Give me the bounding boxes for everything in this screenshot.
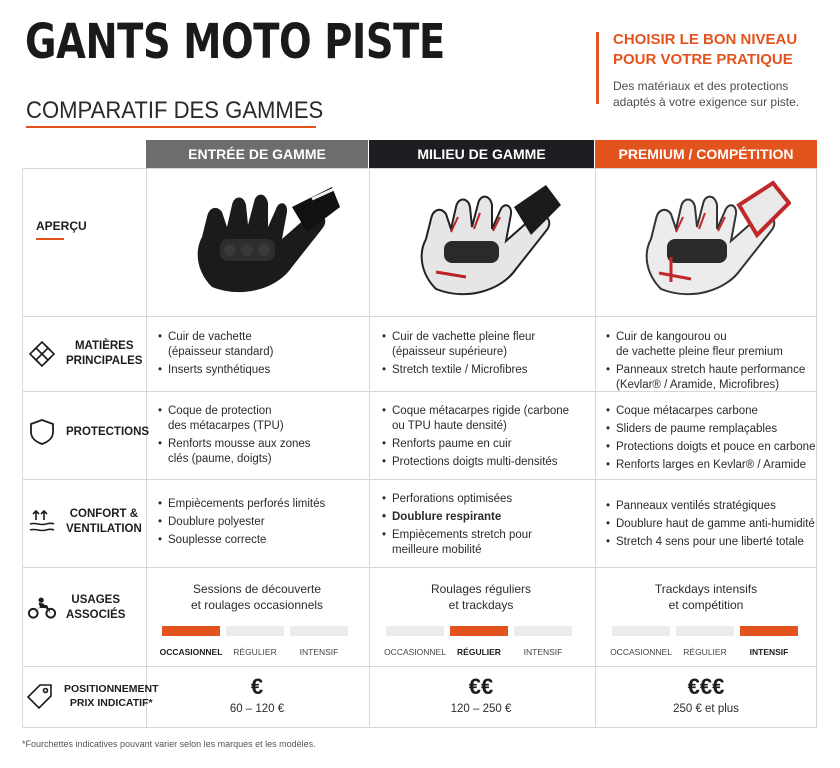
list-item: • Protections doigts multi-densités	[382, 455, 590, 470]
cell-matieres-mid	[382, 330, 590, 381]
label-line-1: USAGES	[71, 594, 120, 606]
row-divider	[22, 666, 817, 667]
usage-line-1: Sessions de découverte	[192, 582, 322, 596]
usage-bar-intensive	[740, 626, 798, 636]
usage-text-premium	[595, 581, 817, 613]
usage-label-occasional: OCCASIONNEL	[159, 647, 223, 657]
list-item: • Souplesse correcte	[158, 533, 363, 548]
label-line-1: MATIÈRES	[74, 340, 134, 352]
side-heading-line-2: POUR VOTRE PRATIQUE	[613, 51, 793, 68]
cell-matieres-entry	[158, 330, 363, 381]
cell-confort-mid	[382, 492, 590, 561]
column-header-mid: MILIEU DE GAMME	[369, 140, 594, 168]
usage-label-occasional: OCCASIONNEL	[610, 647, 672, 657]
price-tag-icon	[26, 682, 54, 710]
row-label-usages	[28, 588, 144, 628]
label-line-1: POSITIONNEMENT	[64, 683, 159, 695]
usage-line-1: Trackdays intensifs	[654, 582, 758, 596]
list-item: • Panneaux ventilés stratégiques	[606, 499, 816, 514]
row-label-matieres	[28, 327, 144, 381]
row-label-text	[66, 507, 142, 537]
label-line-1: CONFORT &	[69, 508, 139, 520]
list-item: • Empiècements stretch pour meilleure mobilité	[382, 528, 590, 558]
list-item: • Doublure respirante	[382, 510, 590, 525]
glove-image-entry	[147, 172, 367, 312]
cell-protections-entry	[158, 404, 363, 470]
usage-line-2: et roulages occasionnels	[190, 598, 324, 612]
usage-bar-occasional	[162, 626, 220, 636]
list-item: • Renforts paume en cuir	[382, 437, 590, 452]
list-item: • Panneaux stretch haute performance (Kevlar® / Aramide, Microfibres)	[606, 363, 816, 393]
list-item: • Sliders de paume remplaçables	[606, 422, 816, 437]
cell-matieres-premium	[606, 330, 816, 396]
row-label-protections	[28, 412, 150, 452]
list-item: • Empiècements perforés limités	[158, 497, 363, 512]
list-item: • Coque métacarpes rigide (carbone ou TPU haute densité)	[382, 404, 590, 434]
list-item: • Perforations optimisées	[382, 492, 590, 507]
side-desc-line-2: adaptés à votre exigence sur piste.	[613, 95, 800, 109]
cell-confort-entry	[158, 497, 363, 551]
column-divider	[369, 168, 370, 728]
list-item: • Cuir de kangourou ou de vachette pleine fleur premium	[606, 330, 816, 360]
price-symbol-entry: €	[250, 674, 264, 699]
label-line-2: VENTILATION	[66, 523, 142, 535]
side-description	[613, 78, 823, 110]
row-label-text	[66, 339, 142, 369]
row-label-apercu: APERÇU	[36, 219, 87, 233]
list-item: • Doublure polyester	[158, 515, 363, 530]
list-item: • Renforts larges en Kevlar® / Aramide	[606, 458, 816, 473]
price-range-mid: 120 – 250 €	[450, 703, 512, 715]
page-subtitle: COMPARATIF DES GAMMES	[26, 97, 324, 124]
footnote: *Fourchettes indicatives pouvant varier selon les marques et les modèles.	[22, 739, 316, 749]
list-item: • Renforts mousse aux zones clés (paume, doigts)	[158, 437, 363, 467]
usage-bar-regular	[450, 626, 508, 636]
column-header-entry: ENTRÉE DE GAMME	[146, 140, 368, 168]
usage-line-2: et compétition	[668, 598, 744, 612]
row-divider	[22, 479, 817, 480]
subtitle-underline	[26, 126, 316, 128]
usage-bar-occasional	[612, 626, 670, 636]
list-item: • Coque métacarpes carbone	[606, 404, 816, 419]
price-range-entry: 60 – 120 €	[229, 703, 285, 715]
cell-protections-mid	[382, 404, 590, 473]
usage-bar-regular	[676, 626, 734, 636]
usage-bar-regular	[226, 626, 284, 636]
list-item: • Stretch 4 sens pour une liberté totale	[606, 535, 816, 550]
list-item: • Cuir de vachette pleine fleur (épaisseur supérieure)	[382, 330, 590, 360]
side-accent-bar	[596, 32, 599, 104]
label-line-2: ASSOCIÉS	[66, 609, 126, 621]
cell-protections-premium	[606, 404, 816, 476]
label-line-2: PRINCIPALES	[66, 355, 143, 367]
row-label-text: PROTECTIONS	[66, 425, 150, 438]
row-divider	[22, 567, 817, 568]
woven-fabric-icon	[28, 340, 56, 368]
usage-bar-occasional	[386, 626, 444, 636]
row-label-confort	[28, 500, 144, 544]
usage-label-regular: RÉGULIER	[457, 647, 501, 657]
list-item: • Doublure haut de gamme anti-humidité	[606, 517, 816, 532]
motorcycle-icon	[28, 594, 56, 622]
usage-line-1: Roulages réguliers	[430, 582, 532, 596]
list-item: • Coque de protection des métacarpes (TPU)	[158, 404, 363, 434]
side-heading	[613, 30, 797, 70]
row-label-text	[64, 682, 159, 710]
glove-image-mid	[371, 172, 591, 312]
usage-line-2: et trackdays	[448, 598, 514, 612]
apercu-underline	[36, 238, 64, 240]
list-item: • Cuir de vachette (épaisseur standard)	[158, 330, 363, 360]
usage-label-regular: RÉGULIER	[233, 647, 277, 657]
list-item: • Inserts synthétiques	[158, 363, 363, 378]
usage-label-intensive: INTENSIF	[523, 647, 563, 657]
side-heading-line-1: CHOISIR LE BON NIVEAU	[613, 31, 798, 48]
usage-text-entry	[146, 581, 368, 613]
price-symbol-premium: €€€	[687, 674, 725, 699]
price-range-premium: 250 € et plus	[673, 703, 739, 715]
page-title: GANTS MOTO PISTE	[25, 14, 445, 70]
row-divider	[22, 316, 817, 317]
side-desc-line-1: Des matériaux et des protections	[613, 79, 789, 93]
usage-label-intensive: INTENSIF	[749, 647, 789, 657]
airflow-icon	[28, 508, 56, 536]
glove-image-premium	[596, 172, 816, 312]
usage-bar-intensive	[290, 626, 348, 636]
label-line-2: PRIX INDICATIF*	[69, 697, 153, 709]
column-header-premium: PREMIUM / COMPÉTITION	[595, 140, 817, 168]
cell-confort-premium	[606, 499, 816, 553]
shield-icon	[28, 418, 56, 446]
list-item: • Protections doigts et pouce en carbone	[606, 440, 816, 455]
usage-text-mid	[370, 581, 592, 613]
row-label-prix	[26, 678, 159, 714]
list-item: • Stretch textile / Microfibres	[382, 363, 590, 378]
usage-label-regular: RÉGULIER	[683, 647, 727, 657]
usage-label-occasional: OCCASIONNEL	[384, 647, 446, 657]
usage-bar-intensive	[514, 626, 572, 636]
price-symbol-mid: €€	[468, 674, 494, 699]
usage-label-intensive: INTENSIF	[299, 647, 339, 657]
row-label-text	[66, 593, 125, 623]
